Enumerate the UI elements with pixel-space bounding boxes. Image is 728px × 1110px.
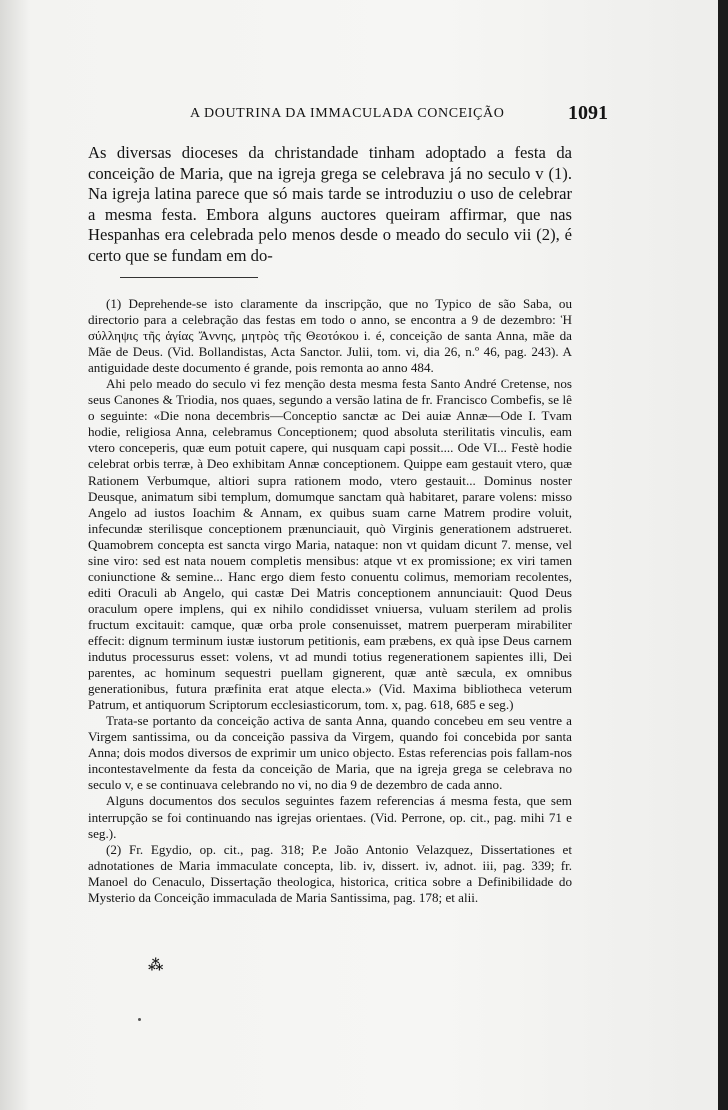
footnote-1: (1) Deprehende-se isto claramente da inscripção, que no Typico de são Saba, ou directorio para a celebração das festas em todo o anno, se encontra a 9 de dezembro: Ἡ σύλληψις τῆς ἁγίας Ἄννης, μητρὸς τῆς Θεοτόκου i. é, conceição de santa Anna, mãe da Mãe de Deus. (Vid. Bollandistas, Acta Sanctor. Julii, tom. vi, dia 26, n.º 46, pag. 243). A antiguidade deste documento é grande, pois remonta ao anno 484. (88, 296, 572, 376)
footnote-1-commentary: Trata-se portanto da conceição activa de santa Anna, quando concebeu em seu ventre a Virgem santissima, ou da conceição passiva da Virgem, quando foi concebida por santa Anna; dois modos diversos de exprimir um unico objecto. Estas referencias pois fallam-nos incontestavelmente da festa da conceição de Maria, que na igreja grega se celebrava no seculo v, e se continuava celebrando no vi, no dia 9 de dezembro de cada anno. (88, 713, 572, 793)
asterism-ornament: ⁂ (148, 958, 164, 974)
page-header (60, 102, 608, 130)
main-paragraph: As diversas dioceses da christandade tinham adoptado a festa da conceição de Maria, que na igreja grega se celebrava já no seculo v (1). Na igreja latina parece que só mais tarde se introduziu o uso de celebrar a mesma festa. Embora alguns auctores queiram affirmar, que nas Hespanhas era celebrada pelo menos desde o meado do seculo vii (2), é certo que se fundam em do- (88, 143, 572, 265)
footnote-1-closing: Alguns documentos dos seculos seguintes fazem referencias á mesma festa, que sem interrupção se foi continuando nas igrejas orientaes. (Vid. Perrone, op. cit., pag. mihi 71 e seg.). (88, 793, 572, 841)
footnotes (88, 296, 572, 906)
footnote-1-continued: Ahi pelo meado do seculo vi fez menção desta mesma festa Santo André Cretense, nos seus Canones & Triodia, nos quaes, segundo a versão latina de fr. Francisco Combefis, se lê o seguinte: «Die nona decembris—Conceptio sanctæ ac Dei auiæ Annæ—Ode I. Tvam hodie, religiosa Anna, celebramus Conceptionem; quod absoluta sterilitatis vinculis, eam vtero conceperis, quæ eum potuit capere, qui nusquam capi possit.... Ode VI... Festè hodie celebrat orbis terræ, à Deo exhibitam Annæ conceptionem. Quippe eam gestauit vtero, quæ Rationem Verbumque, altiori supra rationem modo, vtero gestauit... Dominus noster Deusque, animatum sibi templum, domumque sanctam quà habitaret, parare volens: misso Angelo ad iustos Ioachim & Annam, ex quibus suam carne Matrem prodire voluit, infecundæ sterilisque conceptionem prænunciauit, quò Virginis generationem adstrueret. Quamobrem concepta est sancta virgo Maria, nataque: non vt quidam dicunt 7. mense, vel sine viro: sed est nata nouem completis mensibus: atque vt ex promissione; ex viri tamen coniunctione & semine... Hanc ergo diem festo conuentu colimus, memoriam recolentes, editi Oraculi ab Angelo, qui castæ Dei Matris conceptionem annunciauit: Quod Deus oraculum opere implens, qui ex nihilo condidisset vniuersa, vuluam sterilem ad prolis fructum excitauit: camque, quæ orba prole consenuisset, matrem puerperam mirabiliter effecit: dignum terminum iustæ iustorum petitionis, eam præbens, ex quà ipse Deus carnem indutus processurus esset: volens, vt ad mundi totius regenerationem sapientes illi, Dei parentes, ac hominum sequestri puellam gignerent, quæ antè sæcula, ex omnibus generationibus, futura præfinita erat atque electa.» (Vid. Maxima bibliotheca veterum Patrum, et antiquorum Scriptorum ecclesiasticorum, tom. x, pag. 618, 685 e seg.) (88, 376, 572, 713)
page-number: 1091 (568, 102, 608, 124)
footnote-2: (2) Fr. Egydio, op. cit., pag. 318; P.e João Antonio Velazquez, Dissertationes et adnotationes de Maria immaculate concepta, lib. iv, dissert. iv, adnot. iii, pag. 339; fr. Manoel do Cenaculo, Dissertação theologica, historica, critica sobre a Definibilidade do Mysterio da Conceição immaculada de Maria Santissima, pag. 178; et alii. (88, 841, 572, 905)
scan-edge-shadow (718, 0, 728, 1110)
running-title: A DOUTRINA DA IMMACULADA CONCEIÇÃO (190, 106, 505, 121)
ink-speck (138, 1018, 141, 1021)
footnote-separator (120, 277, 258, 278)
